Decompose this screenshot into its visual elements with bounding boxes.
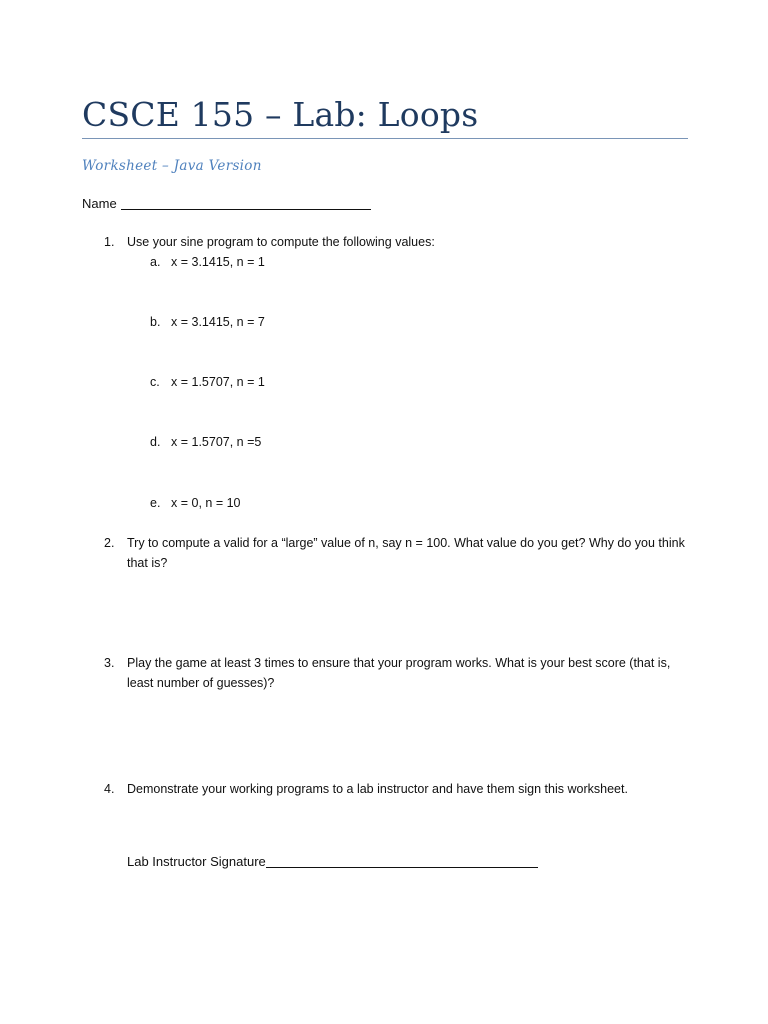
subitem-c [150,372,265,392]
signature-field [127,854,538,869]
subitem-text: x = 3.1415, n = 7 [171,315,265,329]
question-1 [104,232,694,252]
subitem-letter: c. [150,375,160,389]
subitem-d [150,432,261,452]
question-number: 4. [104,782,115,796]
question-2 [104,533,694,573]
page-title: CSCE 155 – Lab: Loops [82,95,479,134]
question-number: 3. [104,656,115,670]
subitem-a [150,252,265,272]
question-text: Use your sine program to compute the following values: [127,235,435,249]
name-field [82,196,371,211]
name-blank-line [121,209,371,210]
subitem-letter: d. [150,435,161,449]
subitem-e [150,493,241,513]
subitem-text: x = 0, n = 10 [171,496,241,510]
question-number: 1. [104,235,115,249]
name-label: Name [82,196,117,211]
subitem-text: x = 3.1415, n = 1 [171,255,265,269]
subitem-letter: e. [150,496,161,510]
question-text: Demonstrate your working programs to a lab instructor and have them sign this worksheet. [127,782,628,796]
signature-blank-line [266,867,538,868]
signature-label: Lab Instructor Signature [127,854,266,869]
subitem-letter: b. [150,315,161,329]
subitem-text: x = 1.5707, n = 1 [171,375,265,389]
subitem-text: x = 1.5707, n =5 [171,435,262,449]
question-4 [104,779,694,799]
question-number: 2. [104,536,115,550]
subitem-b [150,312,265,332]
question-text: Play the game at least 3 times to ensure that your program works. What is your best score (that is, least number of guesses)? [127,656,671,690]
question-text: Try to compute a valid for a “large” value of n, say n = 100. What value do you get? Why do you think that is? [127,536,685,570]
question-3 [104,653,694,693]
subitem-letter: a. [150,255,161,269]
page-subtitle: Worksheet – Java Version [82,158,262,174]
title-divider [82,138,688,139]
